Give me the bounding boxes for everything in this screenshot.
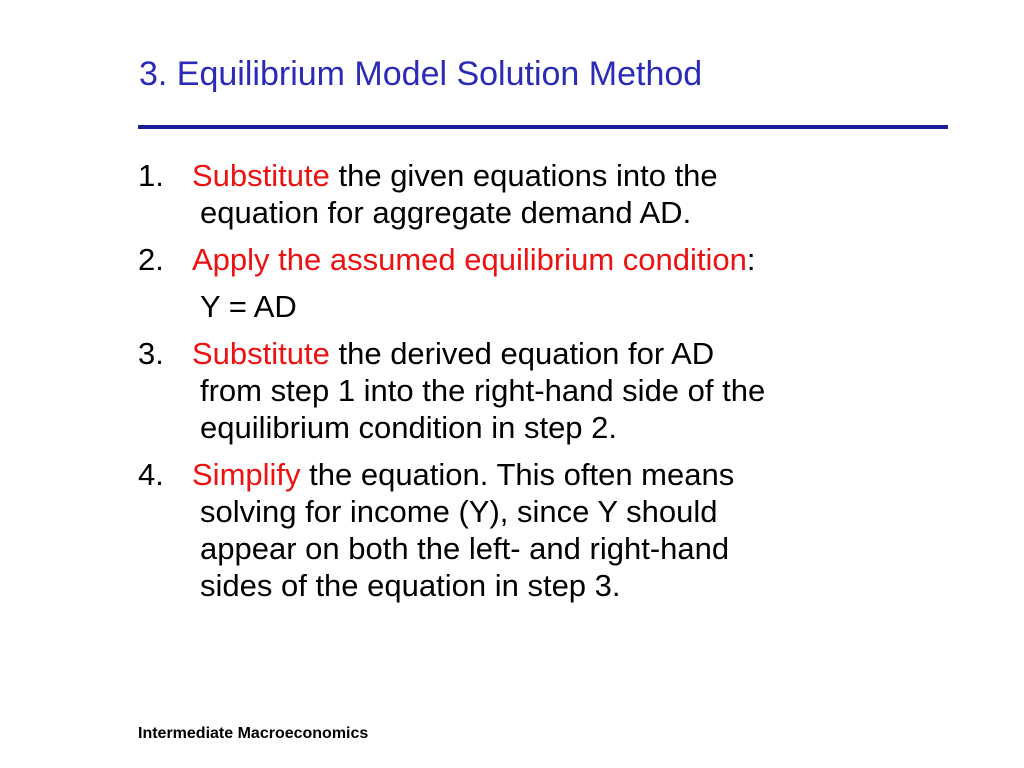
step-number: 4. <box>138 457 164 492</box>
step-4 <box>138 456 948 604</box>
step-text: from step 1 into the right-hand side of the <box>200 373 766 408</box>
step-text: : <box>746 242 756 277</box>
title-underline <box>138 125 948 129</box>
step-text: equilibrium condition in step 2. <box>200 410 618 445</box>
step-keyword: Substitute <box>192 158 330 193</box>
step-1 <box>138 157 948 231</box>
step-text: the equation. This often means <box>300 457 735 492</box>
step-keyword: Apply the assumed equilibrium condition <box>192 242 747 277</box>
step-keyword: Simplify <box>192 457 301 492</box>
step-text: sides of the equation in step 3. <box>200 568 621 603</box>
equilibrium-equation: Y = AD <box>200 289 297 324</box>
step-text: the derived equation for AD <box>329 336 715 371</box>
step-number: 1. <box>138 158 164 193</box>
step-number: 3. <box>138 336 164 371</box>
step-3 <box>138 335 948 446</box>
step-text: appear on both the left- and right-hand <box>200 531 730 566</box>
steps-list <box>138 157 948 614</box>
step-2 <box>138 241 948 278</box>
step-text: solving for income (Y), since Y should <box>200 494 718 529</box>
step-number: 2. <box>138 242 164 277</box>
step-text: the given equations into the <box>329 158 718 193</box>
slide-title: 3. Equilibrium Model Solution Method <box>139 55 703 93</box>
step-text: equation for aggregate demand AD. <box>200 195 692 230</box>
step-keyword: Substitute <box>192 336 330 371</box>
slide-footer: Intermediate Macroeconomics <box>138 725 369 742</box>
